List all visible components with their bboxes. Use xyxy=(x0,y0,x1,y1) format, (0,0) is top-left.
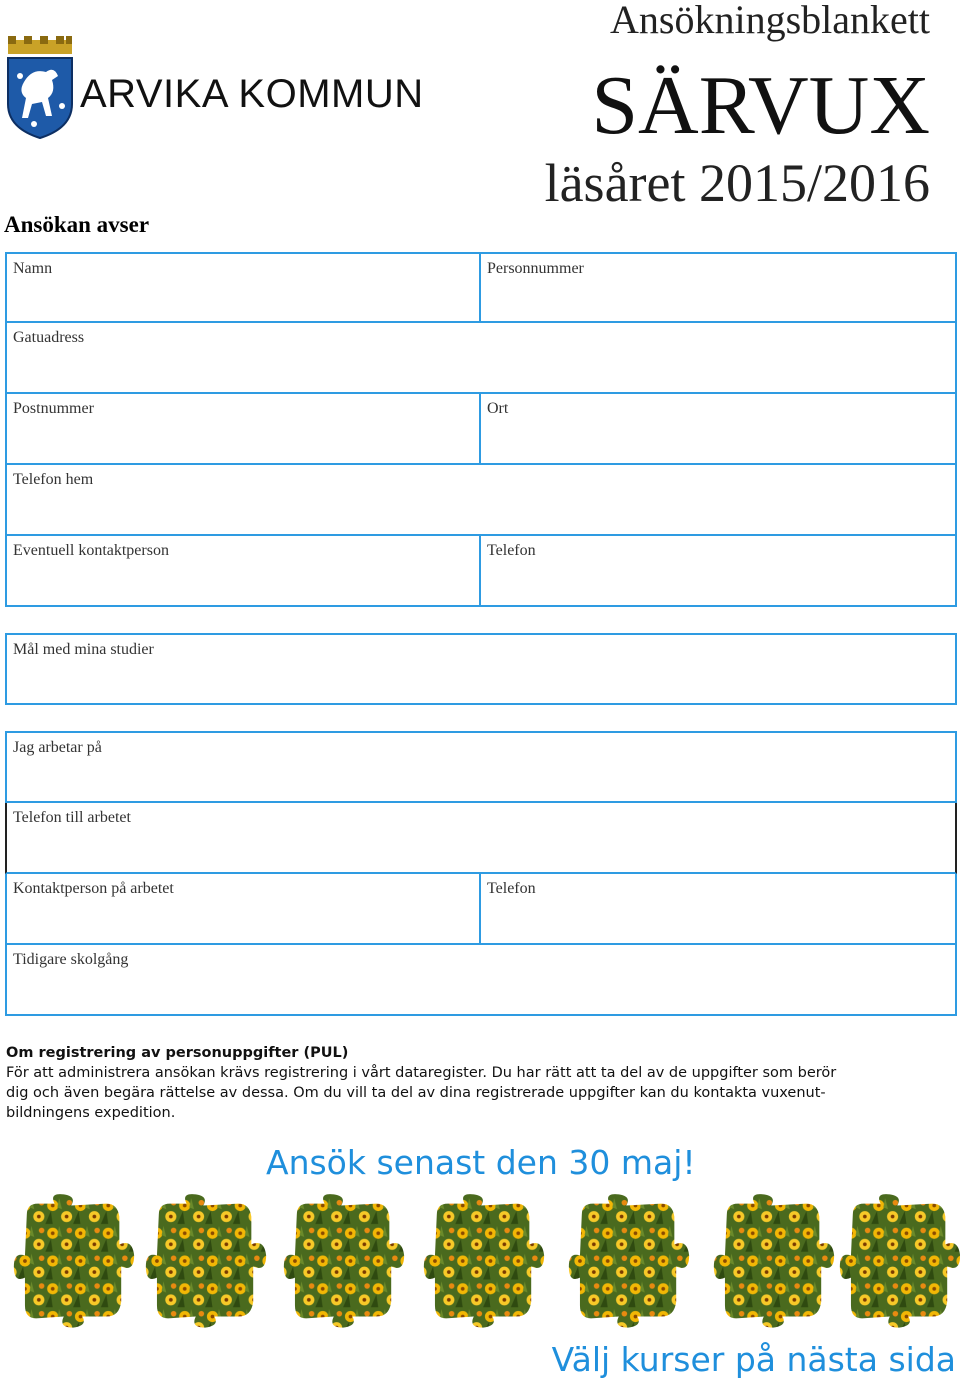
subject-label: Ansökan avser xyxy=(4,212,150,237)
postal-code-label: Postnummer xyxy=(13,400,94,417)
form-row-work-contact xyxy=(5,874,957,945)
city-field[interactable] xyxy=(481,394,955,463)
city-label: Ort xyxy=(487,400,509,417)
workplace-field[interactable] xyxy=(7,733,955,801)
study-goals-label: Mål med mina studier xyxy=(13,641,154,658)
form-row-work-phone xyxy=(5,803,957,874)
form-row-workplace xyxy=(5,731,957,803)
previous-schooling-field[interactable] xyxy=(7,945,955,1014)
pul-text-line-3: bildningens expedition. xyxy=(6,1105,176,1121)
form-row-schooling xyxy=(5,945,957,1016)
home-phone-field[interactable] xyxy=(7,465,955,534)
program-title: SÄRVUX xyxy=(591,59,930,152)
previous-schooling-label: Tidigare skolgång xyxy=(13,951,129,968)
form-row-goals xyxy=(5,633,957,705)
work-phone-label: Telefon till arbetet xyxy=(13,809,131,826)
flower-puzzle-strip xyxy=(12,1192,957,1330)
flower-puzzle-piece-icon xyxy=(712,1192,836,1330)
form-row-postal xyxy=(5,394,957,465)
pul-notice xyxy=(6,1043,956,1123)
street-field[interactable] xyxy=(7,323,955,392)
work-contact-label: Kontaktperson på arbetet xyxy=(13,880,174,897)
pul-text-line-1: För att administrera ansökan krävs registrering i vårt dataregister. Du har rätt att ta del av de uppgifter som berör xyxy=(6,1065,837,1081)
personal-number-field[interactable] xyxy=(481,254,955,321)
arvika-logo xyxy=(4,36,454,140)
flower-puzzle-piece-icon xyxy=(144,1192,268,1330)
form-row-name xyxy=(5,252,957,323)
form-title: Ansökningsblankett xyxy=(610,0,930,42)
contact-person-label: Eventuell kontaktperson xyxy=(13,542,169,559)
form-row-street xyxy=(5,323,957,394)
application-form xyxy=(5,252,957,1016)
contact-phone-field[interactable] xyxy=(481,536,955,605)
work-contact-field[interactable] xyxy=(7,874,481,943)
flower-puzzle-piece-icon xyxy=(422,1192,546,1330)
home-phone-label: Telefon hem xyxy=(13,471,94,488)
name-label: Namn xyxy=(13,260,53,277)
deadline-notice: Ansök senast den 30 maj! xyxy=(266,1143,696,1182)
postal-code-field[interactable] xyxy=(7,394,481,463)
coat-of-arms-icon xyxy=(4,36,76,140)
pul-heading: Om registrering av personuppgifter (PUL) xyxy=(6,1045,349,1061)
form-row-home-phone xyxy=(5,465,957,536)
flower-puzzle-piece-icon xyxy=(567,1192,691,1330)
contact-phone-label: Telefon xyxy=(487,542,536,559)
work-contact-phone-field[interactable] xyxy=(481,874,955,943)
school-year: läsåret 2015/2016 xyxy=(544,153,930,213)
personal-number-label: Personnummer xyxy=(487,260,584,277)
workplace-label: Jag arbetar på xyxy=(13,739,102,756)
work-phone-field[interactable] xyxy=(7,803,955,872)
form-row-contact xyxy=(5,536,957,607)
brand-name: ARVIKA KOMMUN xyxy=(80,72,424,116)
pul-text-line-2: dig och även begära rättelse av dessa. Om du vill ta del av dina registrerade uppgifter kan du kontakta vuxenut- xyxy=(6,1085,826,1101)
next-page-notice: Välj kurser på nästa sida xyxy=(551,1340,956,1379)
flower-puzzle-piece-icon xyxy=(838,1192,960,1330)
work-contact-phone-label: Telefon xyxy=(487,880,536,897)
street-label: Gatuadress xyxy=(13,329,85,346)
name-field[interactable] xyxy=(7,254,481,321)
flower-puzzle-piece-icon xyxy=(12,1192,136,1330)
study-goals-field[interactable] xyxy=(7,635,955,703)
flower-puzzle-piece-icon xyxy=(282,1192,406,1330)
contact-person-field[interactable] xyxy=(7,536,481,605)
